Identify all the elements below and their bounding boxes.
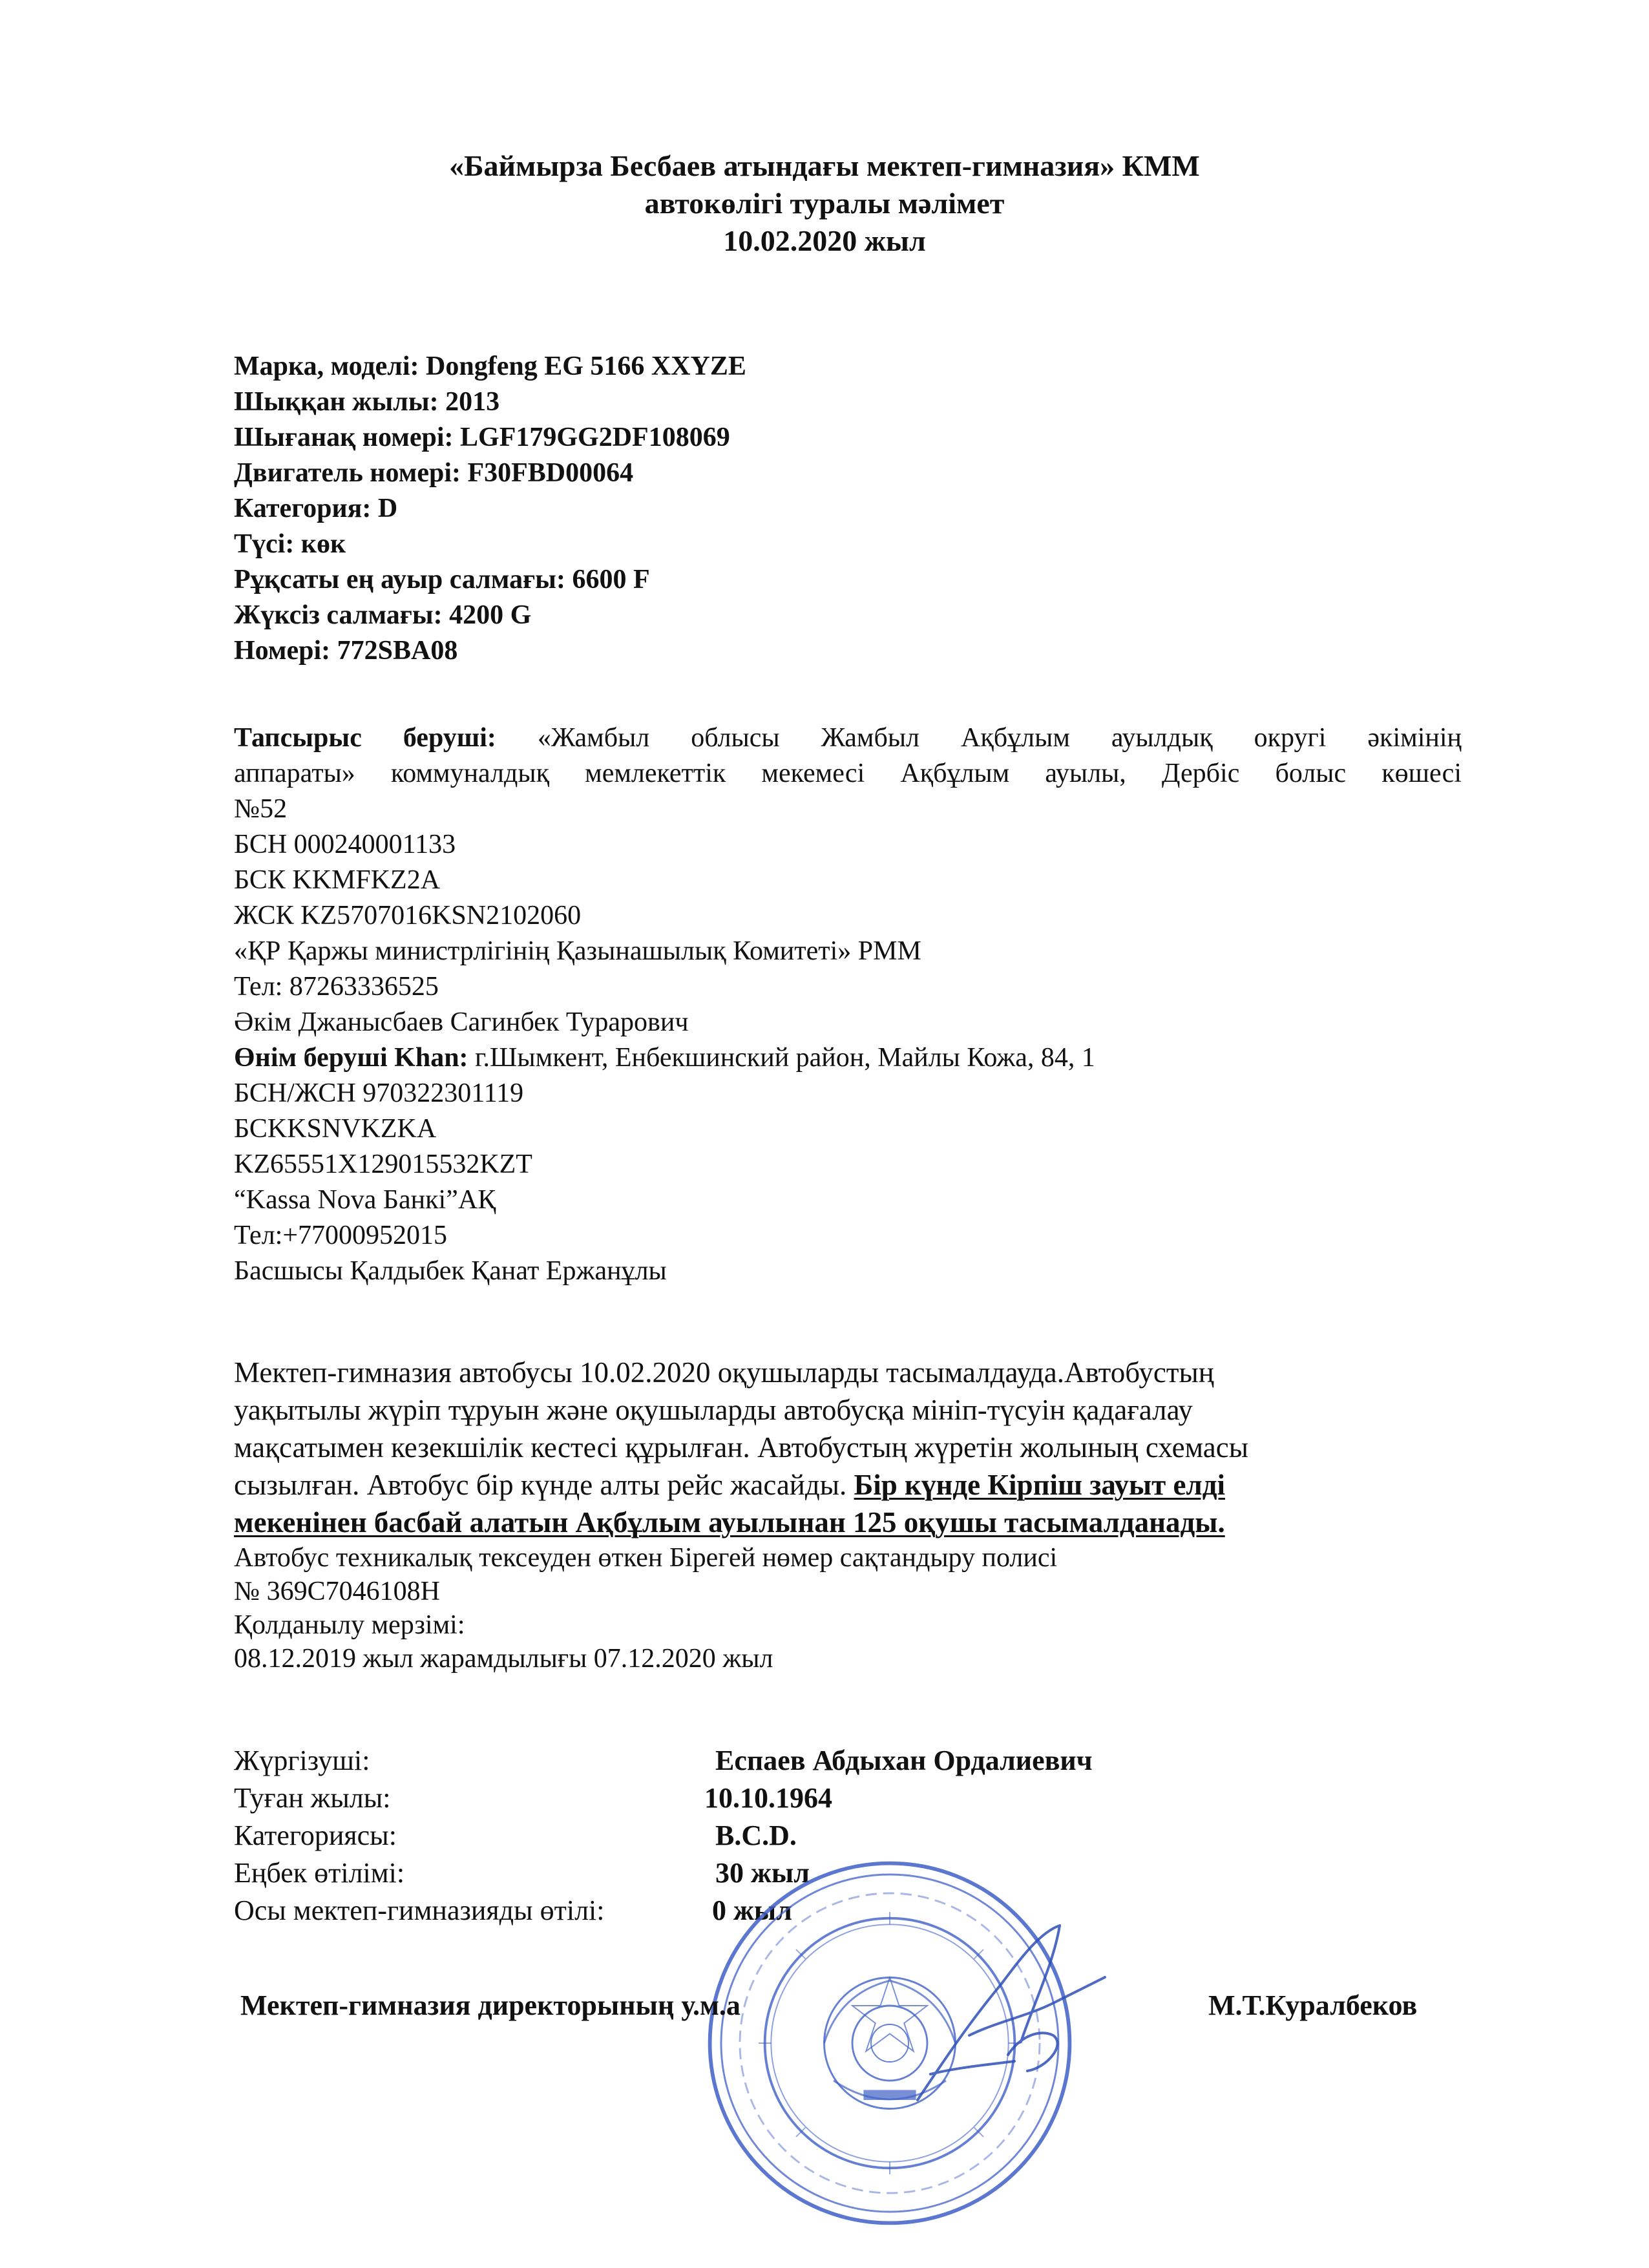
vehicle-category: Категория: D <box>234 494 398 523</box>
driver-row-birth <box>234 1780 1139 1817</box>
header-line-3: 10.02.2020 жыл <box>723 224 926 257</box>
client-phone: Тел: 87263336525 <box>234 972 439 1002</box>
client-text-1: «Жамбыл облысы Жамбыл Ақбұлым ауылдық округі әкімінің <box>496 723 1462 753</box>
header-line-1: «Баймырза Бесбаев атындағы мектеп-гимназия» КММ <box>449 149 1200 182</box>
client-text-2: аппараты» коммуналдық мемлекеттік мекемесі Ақбұлым ауылы, Дербіс болыс көшесі <box>234 759 1462 788</box>
document-header <box>0 147 1649 260</box>
driver-birth-label: Туған жылы: <box>234 1782 391 1814</box>
driver-row-name <box>234 1742 1139 1780</box>
client-iik: ЖСК KZ5707016KSN2102060 <box>234 901 582 930</box>
handwritten-signature <box>892 1906 1124 2126</box>
driver-school-experience-value: 0 жыл <box>712 1895 792 1926</box>
para-line-4 <box>234 1466 1526 1504</box>
client-label: Тапсырыс беруші: <box>234 723 496 753</box>
driver-name-value: Еспаев Абдыхан Ордалиевич <box>715 1745 1093 1776</box>
supplier-bank: “Kassa Nova Банкі”АҚ <box>234 1185 496 1215</box>
para-line-7: № 369С7046108Н <box>234 1577 440 1606</box>
client-akim: Әкім Джанысбаев Сагинбек Турарович <box>234 1007 689 1037</box>
vehicle-year: Шыққан жылы: 2013 <box>234 387 500 417</box>
driver-category-label: Категориясы: <box>234 1820 397 1851</box>
vehicle-details <box>234 349 746 669</box>
supplier-bin: БСН/ЖСН 970322301119 <box>234 1078 524 1108</box>
supplier-phone: Тел:+77000952015 <box>234 1221 448 1250</box>
para-line-1: Мектеп-гимназия автобусы 10.02.2020 оқушыларды тасымалдауда.Автобустың <box>234 1356 1214 1389</box>
para-line-2: уақытылы жүріп тұруын және оқушыларды автобусқа мініп-түсуін қадағалау <box>234 1394 1193 1426</box>
supplier-bik: БСKKSNVKZKA <box>234 1114 437 1144</box>
supplier-head: Басшысы Қалдыбек Қанат Ержанұлы <box>234 1256 667 1286</box>
client-bik: БСК KKMFKZ2A <box>234 865 441 895</box>
vehicle-plate: Номері: 772SBA08 <box>234 636 458 666</box>
para-line-6: Автобус техникалық тексеуден өткен Бірегей нөмер сақтандыру полисі <box>234 1543 1058 1573</box>
client-text-3: №52 <box>234 794 288 824</box>
vehicle-max-weight: Рұқсаты ең ауыр салмағы: 6600 F <box>234 565 650 594</box>
director-name: М.Т.Куралбеков <box>1208 1990 1418 2021</box>
driver-birth-value: 10.10.1964 <box>704 1782 832 1814</box>
driver-experience-value: 30 жыл <box>715 1857 810 1889</box>
director-signature-label: Мектеп-гимназия директорының у.м.а <box>240 1990 740 2021</box>
driver-experience-label: Еңбек өтілімі: <box>234 1857 405 1889</box>
supplier-label: Өнім беруші Khan: <box>234 1043 468 1073</box>
client-details <box>234 720 1462 1289</box>
vehicle-color: Түсі: көк <box>234 529 346 559</box>
driver-category-value: B.C.D. <box>715 1820 797 1851</box>
driver-name-label: Жүргізуші: <box>234 1745 370 1776</box>
para-line-9: 08.12.2019 жыл жарамдылығы 07.12.2020 жыл <box>234 1644 773 1674</box>
driver-row-category <box>234 1817 1139 1854</box>
header-line-2: автокөлігі туралы мәлімет <box>644 187 1005 220</box>
vehicle-vin: Шығанақ номері: LGF179GG2DF108069 <box>234 423 730 452</box>
supplier-iban: KZ65551X129015532KZT <box>234 1150 532 1179</box>
para-line-8: Қолданылу мерзімі: <box>234 1610 465 1640</box>
vehicle-model: Марка, моделі: Dongfeng EG 5166 XXYZE <box>234 352 746 381</box>
vehicle-engine: Двигатель номері: F30FBD00064 <box>234 458 634 488</box>
client-treasury: «ҚР Қаржы министрлігінің Қазынашылық Комитеті» РММ <box>234 936 921 966</box>
client-bin: БСН 000240001133 <box>234 830 456 859</box>
vehicle-empty-weight: Жүксіз салмағы: 4200 G <box>234 600 532 630</box>
para-line-3: мақсатымен кезекшілік кестесі құрылған. Автобустың жүретін жолының схемасы <box>234 1431 1248 1464</box>
transport-paragraph <box>234 1354 1526 1675</box>
supplier-line <box>234 1040 1462 1076</box>
para-line-4a: сызылған. Автобус бір күнде алты рейс жасайды. <box>234 1469 854 1501</box>
supplier-address: г.Шымкент, Енбекшинский район, Майлы Кожа, 84, 1 <box>468 1043 1095 1073</box>
para-line-4b: Бір күнде Кірпіш зауыт елді <box>854 1469 1226 1501</box>
driver-school-experience-label: Осы мектеп-гимназияды өтілі: <box>234 1895 605 1926</box>
client-line-1 <box>234 720 1462 756</box>
para-line-5: мекенінен басбай алатын Ақбұлым ауылынан 125 оқушы тасымалданады. <box>234 1506 1225 1538</box>
